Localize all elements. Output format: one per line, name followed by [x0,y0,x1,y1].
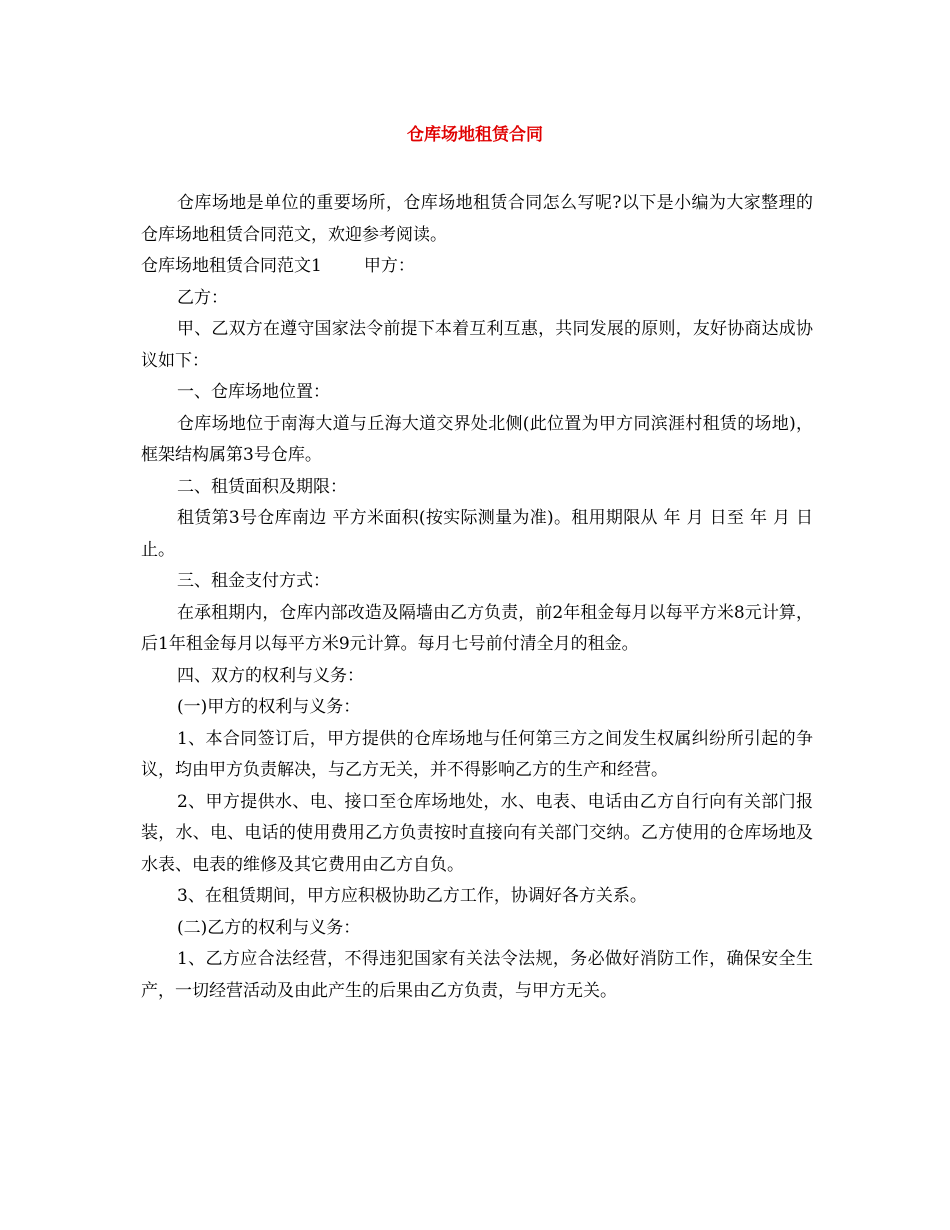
party-b-rights-heading: (二)乙方的权利与义务： [177,917,361,938]
section-three-heading: 三、租金支付方式： [177,571,330,591]
party-a-label: 甲方： [363,256,415,276]
sample-heading-line [141,251,813,283]
sample-heading: 仓库场地租赁合同范文1 [141,256,322,276]
party-a-clause-1: 1、本合同签订后，甲方提供的仓库场地与任何第三方之间发生权属纠纷所引起的争议，均由甲方负责解决，与乙方无关，并不得影响乙方的生产和经营。 [141,728,813,780]
section-two-text: 租赁第3号仓库南边 平方米面积(按实际测量为准)。租用期限从 年 月 日至 年 月 日止。 [141,508,813,560]
section-two-heading: 二、租赁面积及期限： [177,476,347,497]
party-a-clause-3: 3、在租赁期间，甲方应积极协助乙方工作，协调好各方关系。 [177,886,647,906]
section-four-heading: 四、双方的权利与义务： [177,665,364,686]
party-a-rights-heading: (一)甲方的权利与义务： [177,697,361,717]
intro-paragraph: 仓库场地是单位的重要场所，仓库场地租赁合同怎么写呢?以下是小编为大家整理的仓库场地租赁合同范文，欢迎参考阅读。 [141,193,813,245]
agreement-intro: 甲、乙双方在遵守国家法令前提下本着互利互惠，共同发展的原则，友好协商达成协议如下： [141,319,813,371]
party-a-clause-2: 2、甲方提供水、电、接口至仓库场地处，水、电表、电话由乙方自行向有关部门报装，水、电、电话的使用费用乙方负责按时直接向有关部门交纳。乙方使用的仓库场地及水表、电表的维修及其它费用由乙方自负。 [141,791,813,875]
section-one-text: 仓库场地位于南海大道与丘海大道交界处北侧(此位置为甲方同滨涯村租赁的场地)，框架结构属第3号仓库。 [141,413,813,465]
document-body [141,188,813,1007]
document-title: 仓库场地租赁合同 [407,125,543,145]
party-b-clause-1: 1、乙方应合法经营，不得违犯国家有关法令法规，务必做好消防工作，确保安全生产，一切经营活动及由此产生的后果由乙方负责，与甲方无关。 [141,949,813,1001]
party-b-label: 乙方： [177,287,228,308]
section-three-text: 在承租期内，仓库内部改造及隔墙由乙方负责，前2年租金每月以每平方米8元计算，后1年租金每月以每平方米9元计算。每月七号前付清全月的租金。 [141,602,813,654]
section-one-heading: 一、仓库场地位置： [177,382,330,402]
